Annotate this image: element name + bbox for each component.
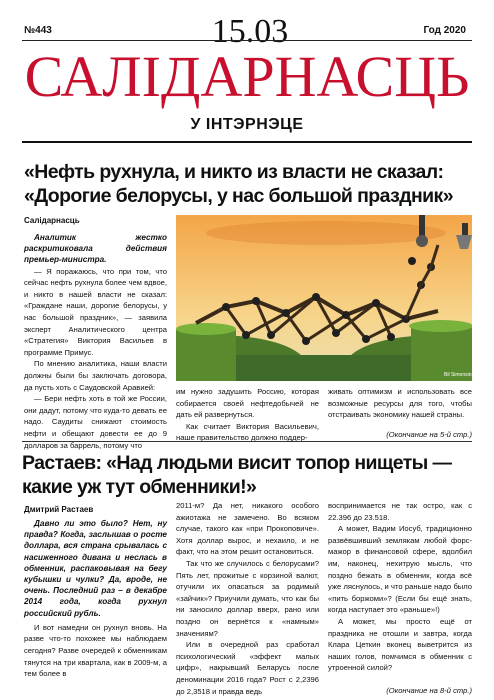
article1-paragraph: живать оптимизм и использовать все возможные ресурсы для того, чтобы отстраивать экономику нашей страны. [328,387,472,420]
article1-continuation[interactable]: (Окончание на 5-й стр.) [386,430,472,439]
article1-lede: Аналитик жестко раскритиковала действия премьер-министра. [24,233,167,265]
article1-paragraph: — Я поражаюсь, что при том, что сейчас нефть рухнула более чем вдвое, и никто в нашей власти не сказал: «Граждане наши, дорогие белорусы, у нас большой праздник», — заявила эксперт Аналитического центра «Стратегия» Виктория Васильев в программе Примус. [24,266,167,357]
article1-paragraph: Как считает Виктория Васильевич, наше правительство должно поддер- [176,421,319,443]
article2-column-3 [328,500,472,674]
article2-column-1 [24,518,167,680]
article2-paragraph: воспринимается не так остро, как с 22.396 до 23.518. [328,501,472,522]
issue-date: 15.03 [211,13,289,50]
article2-paragraph: Или в очередной раз сработал психологический «эффект малых цифр», накрывший Беларусь после деноминации 2016 года? Рост с 2,2396 до 2,3518 и правда ведь [176,640,319,696]
article2-lede: Давно ли это было? Нет, ну правда? Когда, заслышав о росте доллара, вся страна срывалась с насиженного дивана и неслась в обменник, распаковывая на бегу кубышки и чулки? Да, вроде, не очень. Последний раз – в декабре 2014 года, когда рухнул российский рубль. [24,519,167,618]
masthead-rule [22,141,472,143]
article2-continuation[interactable]: (Окончание на 8-й стр.) [386,686,472,695]
article2-paragraph: А может, мы просто ещё от праздника не отошли и завтра, когда Клара Цеткин вконец выветрится из наших голов, помчимся в обменник с утроенной силой? [328,616,472,673]
article2-paragraph: А может, Вадим Иосуб, традиционно развёвшивший землякам любой форс-мажор в финансовой сфере, вдолбил им, наконец, нехитрую мысль, что поздно бежать в обменник, когда всё уже ляснулось, и что раньше надо было «пить боржоми»? (Если бы ещё знать, когда наступает это «раньше»!) [328,524,472,615]
article2-byline: Дмитрий Растаев [24,505,94,514]
article1-paragraph: — Бери нефть хоть в той же России, они дадут, потому что куда-то девать ее надо. Саудиты снижают стоимость нефти и обещают довести ее до 9 долларов за баррель, потому что [24,394,167,450]
article2-headline[interactable]: Растаев: «Над людьми висит топор нищеты — какие уж тут обменники!» [22,452,452,498]
article2-paragraph: И вот намедни он рухнул вновь. На разве что-то похожее мы наблюдаем сегодня? Разве очередей к обменникам тянутся на три квартала, как в 2009-м, а тем более в [24,622,167,679]
article2-paragraph: Так что же случилось с белорусами? Пять лет, прожитые с корзиной валют, отучили их опасаться за родимый «зайчик»? Приучили думать, что как бы ни заносило доллар вверх, рано или поздно он вернётся к «намным» значениям? [176,558,319,638]
article2-column-2 [176,500,319,697]
article1-column-2 [176,386,319,444]
issue-year: Год 2020 [423,25,466,36]
article1-column-1 [24,232,167,451]
article1-headline[interactable]: «Нефть рухнула, и никто из власти не сказал: «Дорогие белорусы, у нас большой праздник» [24,161,453,207]
article-separator [22,441,472,442]
article1-column-3 [328,386,472,421]
article1-byline: Салідарнасць [24,216,80,225]
article1-paragraph: им нужно задушить Россию, которая собирается своей нефтедобычей не дать ей развернуться. [176,387,319,420]
article1-illustration [176,215,472,381]
issue-number: №443 [24,25,52,36]
article1-paragraph: По мнению аналитика, наши власти должны были бы заключать договора, да пусть хоть с Саудовской Аравией: [24,359,167,392]
article2-paragraph: 2011-м? Да нет, никакого особого ажиотажа не замечено. Во всяком случае, такого как «при Прокоповиче». Хотя доллар вырос, и нехаило, и не факт, что на этом решит остановиться. [176,501,319,557]
image-credit: Bil Simonsin [444,372,472,378]
masthead-subtitle: У ІНТЭРНЭЦЕ [190,116,304,133]
masthead-title: САЛІДАРНАСЦЬ [24,44,470,109]
